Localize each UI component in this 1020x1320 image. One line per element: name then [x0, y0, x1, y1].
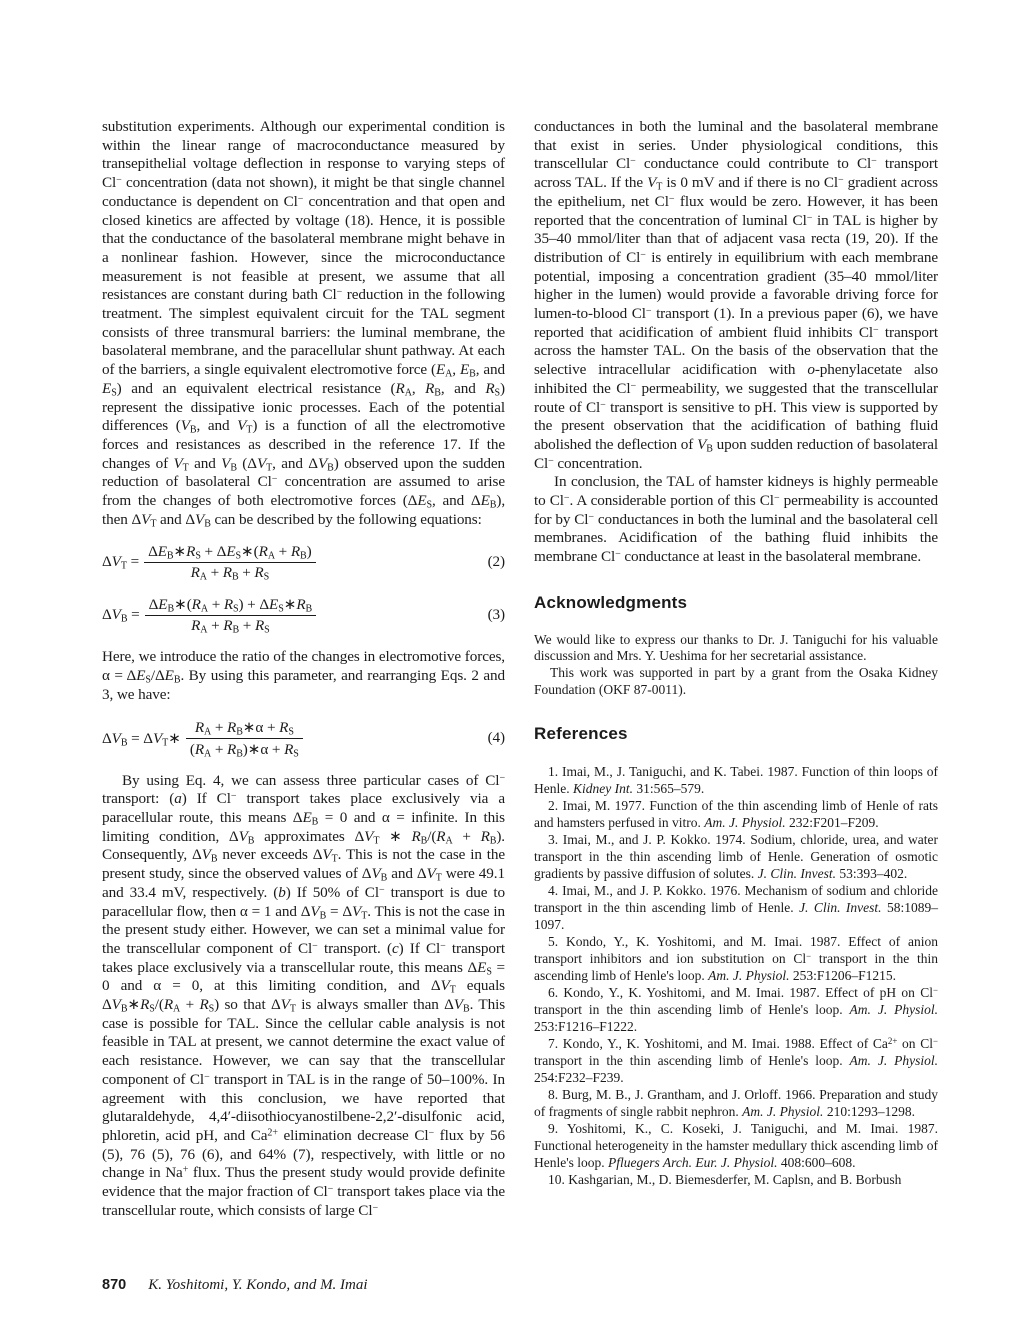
equation-4-denominator: ($R_A$ + $R_B)∗\alpha + R_S$: [186, 738, 303, 759]
equation-4: [102, 718, 505, 759]
acknowledgments-heading: Acknowledgments: [534, 592, 688, 612]
reference-item-10: 10. Kashgarian, M., D. Biemesderfer, M. Caplsn, and B. Borbush: [548, 1172, 902, 1188]
references-heading: References: [534, 724, 628, 744]
equation-4-numerator: $R_A$ + $R_B∗\alpha + R_S$: [194, 718, 294, 738]
equation-4-fraction: [186, 718, 303, 759]
reference-item-3: 3. Imai, M., and J. P. Kokko. 1974. Sodium, chloride, urea, and water transport in the thin ascending limb of Henle. Generation of osmotic gradients by passive diffusion of solutes. J. Clin. Invest. 53:393–402.: [534, 832, 938, 882]
paragraph-conductances: conductances in both the luminal and the basolateral membrane that exist in series. Under physiological conditions, this transcellular Cl− conductance could contribute to Cl− transport across TAL. If the $V_T$ is 0 mV and if there is no Cl− gradient across the epithelium, net Cl− flux would be zero. However, it has been reported that the concentration of luminal Cl− in TAL is higher by 35–40 mmol/liter than that of adjacent vasa recta (19, 20). If the distribution of Cl− is entirely in equilibrium with each membrane potential, imposing a concentration gradient (35–40 mmol/liter higher in the lumen) would provide a favorable driving force for lumen-to-blood Cl− transport (1). In a previous paper (6), we have reported that acidification of ambient fluid inhibits Cl− transport across the hamster TAL. On the basis of the observation that the selective intracellular acidification with o-phenylacetate also inhibited the Cl− permeability, we suggested that the transcellular route of Cl− transport is sensitive to pH. This view is supported by the present observation that the acidification of bathing fluid abolished the deflection of $V_B$ upon sudden reduction of basolateral Cl− concentration.: [534, 118, 939, 472]
reference-item-8: 8. Burg, M. B., J. Grantham, and J. Orloff. 1966. Preparation and study of fragments of single rabbit nephron. Am. J. Physiol. 210:1293–1298.: [534, 1087, 938, 1120]
equation-3-lhs: $\Delta V_B$ =: [102, 606, 140, 625]
reference-item-4: 4. Imai, M., and J. P. Kokko. 1976. Mechanism of sodium and chloride transport in the thin ascending limb of Henle. J. Clin. Invest. 58:1089–1097.: [534, 883, 938, 933]
reference-item-9: 9. Yoshitomi, K., C. Koseki, J. Taniguchi, and M. Imai. 1987. Functional heterogeneity in the hamster medullary thick ascending limb of Henle's loop. Pfluegers Arch. Eur. J. Physiol. 408:600–608.: [534, 1121, 938, 1171]
paragraph-ratio-introduction: Here, we introduce the ratio of the changes in electromotive forces, $\alpha = \Delta E_S/\Delta E_B$. By using this parameter, and rearranging Eqs. 2 and 3, we have:: [102, 648, 505, 703]
reference-item-6: 6. Kondo, Y., K. Yoshitomi, and M. Imai. 1987. Effect of pH on Cl− transport in the thin ascending limb of Henle's loop. Am. J. Physiol. 253:F1216–F1222.: [534, 985, 938, 1035]
reference-item-2: 2. Imai, M. 1977. Function of the thin ascending limb of Henle of rats and hamsters perfused in vitro. Am. J. Physiol. 232:F201–F209.: [534, 798, 938, 831]
references-list: [534, 763, 938, 1188]
equation-3-fraction: [145, 595, 316, 635]
paragraph-conclusion: In conclusion, the TAL of hamster kidneys is highly permeable to Cl−. A considerable portion of this Cl− permeability is accounted for by Cl− conductances in both the luminal and the basolateral cell membranes. Acidification of the bathing fluid inhibits the membrane Cl− conductance at least in the basolateral membrane.: [534, 473, 939, 566]
paragraph-three-cases: By using Eq. 4, we can assess three particular cases of Cl− transport: (a) If Cl− transport takes place exclusively via a paracellular route, this means $\Delta E_B = 0$ and α = infinite. In this limiting condition, $\Delta V_B$ approximates $\Delta V_T$ ∗ $R_B/(R_A + R_B)$. Consequently, $\Delta V_B$ never exceeds $\Delta V_T$. This is not the case in the present study, since the observed values of $\Delta V_B$ and $\Delta V_T$ were 49.1 and 33.4 mV, respectively. (b) If 50% of Cl− transport is due to paracellular flow, then α = 1 and $\Delta V_B = \Delta V_T$. This is not the case in the present study either. However, we can set a minimal value for the transcellular component of Cl− transport. (c) If Cl− transport takes place exclusively via a transcellular route, this means $\Delta E_S = 0$ and α = 0, at this limiting condition, and $\Delta V_T$ equals $\Delta V_B∗R_S/(R_A + R_S)$ so that $\Delta V_T$ is always smaller than $\Delta V_B$. This case is possible for TAL. Since the cellular cable analysis is not feasible in TAL at present, we cannot determine the exact value of each resistance. However, we can say that the transcellular component of Cl− transport in TAL is in the range of 50–100%. In agreement with this conclusion, we have reported that glutaraldehyde, 4,4′-diisothiocyanostilbene-2,2′-disulfonic acid, phloretin, acid pH, and $Ca^{2+}$ elimination decrease Cl− flux by 56 (5), 76 (5), 76 (6), and 64% (7), respectively, with little or no change in Na+ flux. Thus the present study would provide definite evidence that the major fraction of Cl− transport takes place via the transcellular route, which consists of large Cl−: [102, 771, 506, 1219]
reference-item-1: 1. Imai, M., J. Taniguchi, and K. Tabei. 1987. Function of thin loops of Henle. Kidney Int. 31:565–579.: [534, 764, 938, 797]
reference-item-7: 7. Kondo, Y., K. Yoshitomi, and M. Imai. 1988. Effect of $Ca^{2+}$ on Cl− transport in the thin ascending limb of Henle's loop. Am. J. Physiol. 254:F232–F239.: [534, 1036, 938, 1086]
equation-3: [102, 595, 505, 635]
equation-2-lhs: $\Delta V_T$ =: [102, 553, 140, 572]
footer-authors: K. Yoshitomi, Y. Kondo, and M. Imai: [148, 1277, 368, 1293]
equation-3-number: (3): [487, 606, 505, 624]
equation-3-denominator: $R_A + R_B + R_S$: [145, 615, 316, 635]
equation-2-fraction: [144, 542, 316, 582]
equation-2-numerator: $\Delta E_B∗R_S$ + $\Delta E_S∗(R_A + R_B)$: [148, 543, 312, 562]
reference-item-5: 5. Kondo, Y., K. Yoshitomi, and M. Imai. 1987. Effect of anion transport inhibitors and ion substitution on Cl− transport in the thin ascending limb of Henle's loop. Am. J. Physiol. 253:F1206–F1215.: [534, 934, 939, 984]
acknowledgments-paragraph-grant: This work was supported in part by a grant from the Osaka Kidney Foundation (OKF 87-0011).: [534, 665, 938, 697]
equation-3-numerator: $\Delta E_B∗(R_A + R_S)$ + $\Delta E_S∗R_B$: [148, 596, 313, 615]
page-footer: [102, 1277, 368, 1294]
equation-2-denominator: $R_A + R_B + R_S$: [144, 562, 316, 582]
page-number: 870: [102, 1277, 127, 1293]
left-column: [102, 118, 505, 1220]
paragraph-substitution-experiments: substitution experiments. Although our experimental condition is within the linear range of macroconductance measured by transepithelial voltage deflection in response to varying steps of Cl− concentration (data not shown), it might be that single channel conductance is dependent on Cl− concentration and that open and closed kinetics are affected by voltage (18). Hence, it is possible that the conductance of the basolateral membrane might behave in a nonlinear fashion. However, since the microconductance measurement is not feasible at present, we assume that all resistances are constant during bath Cl− reduction in the following treatment. The simplest equivalent circuit for the TAL segment consists of three transmural barriers: the luminal membrane, the basolateral membrane, and the paracellular shunt pathway. At each of the barriers, a single equivalent electromotive force ($E_A$, $E_B$, and $E_S$) and an equivalent electrical resistance ($R_A$, $R_B$, and $R_S$) represent the dissipative ionic processes. Each of the potential differences ($V_B$, and $V_T$) is a function of all the electromotive forces and resistances as described in the reference 17. If the changes of $V_T$ and $V_B$ ($\Delta V_T$, and $\Delta V_B$) observed upon the sudden reduction of basolateral Cl− concentration are assumed to arise from the changes of both electromotive forces ($\Delta E_S$, and $\Delta E_B$), then $\Delta V_T$ and $\Delta V_B$ can be described by the following equations:: [102, 118, 506, 530]
equation-4-lhs: $\Delta V_B$ = $\Delta V_T∗$: [102, 729, 181, 749]
equation-2-number: (2): [487, 553, 505, 571]
right-column: [534, 118, 938, 1188]
acknowledgments-paragraph-thanks: We would like to express our thanks to Dr. J. Taniguchi for his valuable discussion and Mrs. Y. Ueshima for her secretarial assistance.: [534, 631, 938, 664]
equation-4-number: (4): [487, 729, 505, 747]
equation-2: [102, 542, 505, 582]
